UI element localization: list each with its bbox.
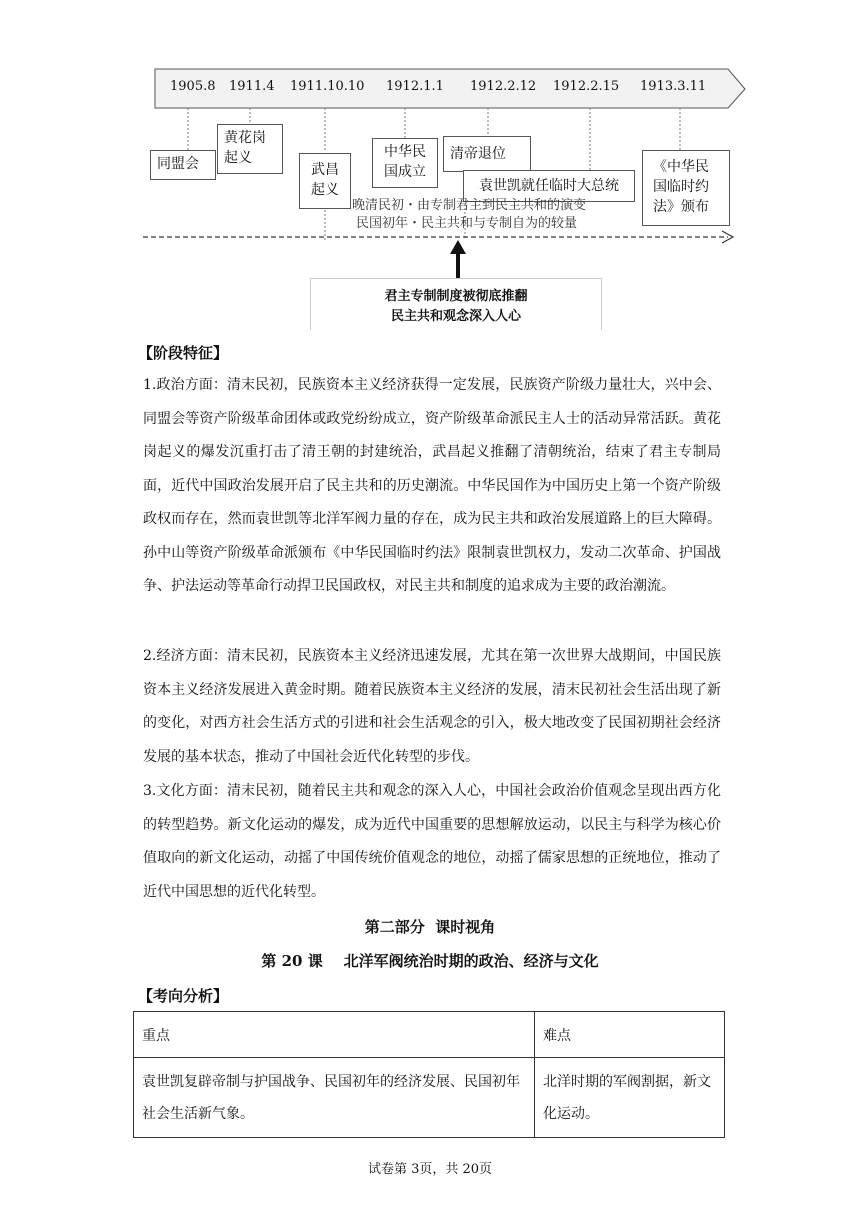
timeline-note-2: 民国初年・民主共和与专制自为的较量 (356, 216, 578, 231)
stage-heading: 【阶段特征】 (138, 344, 229, 362)
event-box-yuan-president: 袁世凯就任临时大总统 (463, 170, 635, 202)
date-label: 1912.2.15 (553, 79, 620, 94)
event-box-huanghuagang: 黄花岗起义 (217, 124, 283, 174)
table-header-key: 重点 (134, 1012, 535, 1058)
table-cell-key: 袁世凯复辟帝制与护国战争、民国初年的经济发展、民国初年社会生活新气象。 (134, 1058, 535, 1138)
summary-line-2: 民主共和观念深入人心 (390, 309, 521, 324)
event-box-qing-abdication: 清帝退位 (443, 136, 531, 172)
table-row (134, 1012, 725, 1058)
table-row (134, 1058, 725, 1138)
date-label: 1913.3.11 (640, 79, 707, 94)
event-box-tongmenghui: 同盟会 (150, 150, 216, 180)
analysis-heading: 【考向分析】 (138, 987, 229, 1005)
summary-line-1: 君主专制制度被彻底推翻 (384, 289, 528, 304)
date-label: 1905.8 (170, 79, 216, 94)
date-label: 1911.10.10 (290, 79, 365, 94)
analysis-table (133, 1011, 725, 1138)
timeline-summary-box (310, 278, 602, 330)
date-label: 1911.4 (229, 79, 275, 94)
lesson-title: 第 20 课 北洋军阀统治时期的政治、经济与文化 (261, 952, 599, 970)
stage-paragraph-economy: 2.经济方面：清末民初，民族资本主义经济迅速发展，尤其在第一次世界大战期间，中国民族资本主义经济发展进入黄金时期。随着民族资本主义经济的发展，清末民初社会生活出现了新的变化，对西方社会生活方式的引进和社会生活观念的引入，极大地改变了民国初期社会经济发展的基本状态，推动了中国社会近代化转型的步伐。 (143, 648, 721, 765)
stage-paragraph-culture: 3.文化方面：清末民初，随着民主共和观念的深入人心，中国社会政治价值观念呈现出西方化的转型趋势。新文化运动的爆发，成为近代中国重要的思想解放运动，以民主与科学为核心价值取向的新文化运动，动摇了中国传统价值观念的地位，动摇了儒家思想的正统地位，推动了近代中国思想的近代化转型。 (143, 783, 721, 900)
event-box-provisional-constitution: 《中华民国临时约法》颁布 (642, 150, 730, 226)
date-label: 1912.1.1 (386, 79, 444, 94)
event-box-wuchang: 武昌起义 (299, 153, 351, 209)
event-box-roc-founded: 中华民国成立 (372, 138, 438, 188)
stage-paragraph-politics: 1.政治方面：清末民初，民族资本主义经济获得一定发展，民族资产阶级力量壮大，兴中会、同盟会等资产阶级革命团体或政党纷纷成立，资产阶级革命派民主人士的活动异常活跃。黄花岗起义的爆发沉重打击了清王朝的封建统治，武昌起义推翻了清朝统治，结束了君主专制局面，近代中国政治发展开启了民主共和的历史潮流。中华民国作为中国历史上第一个资产阶级政权而存在，然而袁世凯等北洋军阀力量的存在，成为民主共和政治发展道路上的巨大障碍。孙中山等资产阶级革命派颁布《中华民国临时约法》限制袁世凯权力，发动二次革命、护国战争、护法运动等革命行动捍卫民国政权，对民主共和制度的追求成为主要的政治潮流。 (143, 377, 721, 594)
table-cell-difficult: 北洋时期的军阀割据，新文化运动。 (535, 1058, 725, 1138)
date-label: 1912.2.12 (470, 79, 537, 94)
table-header-difficult: 难点 (535, 1012, 725, 1058)
timeline-note-1: 晚清民初・由专制君主到民主共和的演变 (352, 198, 587, 213)
page-footer: 试卷第 3页，共 20页 (367, 1162, 493, 1177)
part-title: 第二部分 课时视角 (364, 918, 496, 936)
